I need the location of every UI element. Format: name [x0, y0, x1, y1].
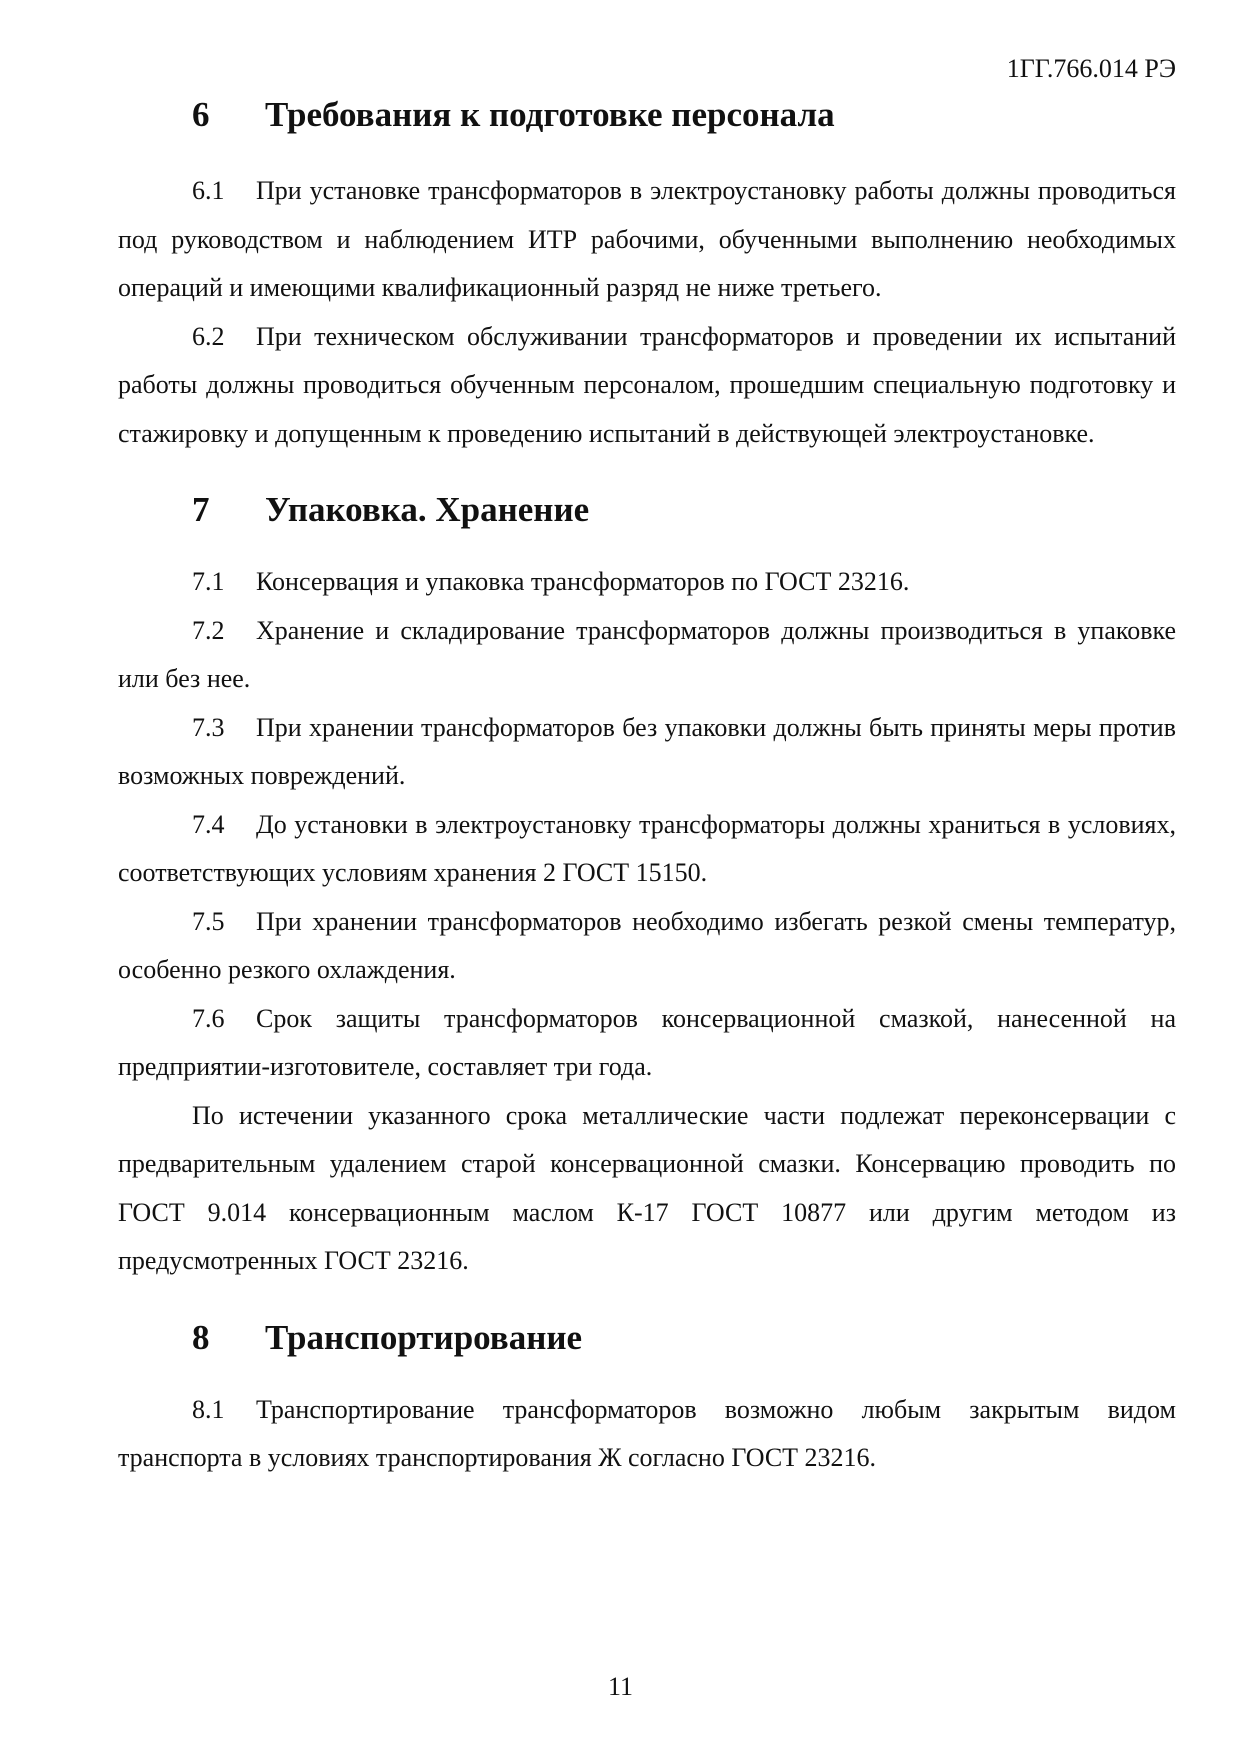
section-heading-7 — [118, 480, 1176, 540]
section-heading-8 — [118, 1308, 1176, 1368]
paragraph-number: 6.1 — [192, 176, 225, 205]
paragraph-7-4 — [118, 801, 1176, 898]
paragraph-text: При установке трансформаторов в электроустановку работы должны проводиться под руководством и наблюдением ИТР рабочими, обученными выполнению необходимых операций и имеющими квалификационный разряд не ниже третьего. — [118, 176, 1176, 302]
paragraph-text: Хранение и складирование трансформаторов должны производиться в упаковке или без нее. — [118, 615, 1176, 693]
paragraph-text: По истечении указанного срока металлические части подлежат переконсервации с предварительным удалением старой консервационной смазки. Консервацию проводить по ГОСТ 9.014 консервационным маслом К-17 ГОСТ 10877 или другим методом из предусмотренных ГОСТ 23216. — [118, 1100, 1176, 1275]
paragraph-number: 7.3 — [192, 712, 225, 742]
paragraph-number: 7.5 — [192, 906, 225, 936]
paragraph-7-6-continuation — [118, 1092, 1176, 1286]
section-number: 8 — [192, 1317, 210, 1357]
paragraph-text: При техническом обслуживании трансформаторов и проведении их испытаний работы должны проводиться обученным персоналом, прошедшим специальную подготовку и стажировку и допущенным к проведению испытаний в действующей электроустановке. — [118, 321, 1176, 448]
paragraph-number: 7.6 — [192, 1003, 225, 1033]
paragraph-7-2 — [118, 607, 1176, 704]
section-number: 6 — [192, 95, 210, 134]
paragraph-6-1 — [118, 167, 1176, 313]
paragraph-7-6 — [118, 995, 1176, 1092]
paragraph-number: 8.1 — [192, 1394, 225, 1424]
document-code: 1ГГ.766.014 РЭ — [1006, 54, 1176, 83]
paragraph-text: Консервация и упаковка трансформаторов по ГОСТ 23216. — [256, 567, 910, 596]
paragraph-text: Транспортирование трансформаторов возможно любым закрытым видом транспорта в условиях транспортирования Ж согласно ГОСТ 23216. — [118, 1394, 1176, 1472]
paragraph-7-5 — [118, 898, 1176, 995]
paragraph-text: Срок защиты трансформаторов консервационной смазкой, нанесенной на предприятии-изготовителе, составляет три года. — [118, 1003, 1176, 1081]
paragraph-7-3 — [118, 704, 1176, 801]
paragraph-text: До установки в электроустановку трансформаторы должны храниться в условиях, соответствующих условиям хранения 2 ГОСТ 15150. — [118, 809, 1176, 887]
section-heading-6 — [118, 85, 1176, 145]
paragraph-8-1 — [118, 1386, 1176, 1483]
paragraph-text: При хранении трансформаторов без упаковки должны быть приняты меры против возможных повреждений. — [118, 712, 1176, 790]
paragraph-number: 7.4 — [192, 809, 225, 839]
section-title: Упаковка. Хранение — [265, 490, 590, 529]
paragraph-number: 6.2 — [192, 321, 225, 351]
page-body — [118, 85, 1176, 1483]
paragraph-number: 7.2 — [192, 615, 225, 645]
paragraph-7-1 — [118, 558, 1176, 607]
section-title: Требования к подготовке персонала — [265, 95, 835, 134]
page-number: 11 — [607, 1672, 634, 1701]
section-number: 7 — [192, 490, 210, 529]
paragraph-6-2 — [118, 313, 1176, 459]
section-title: Транспортирование — [265, 1317, 583, 1357]
paragraph-number: 7.1 — [192, 567, 225, 596]
paragraph-text: При хранении трансформаторов необходимо избегать резкой смены температур, особенно резкого охлаждения. — [118, 906, 1176, 984]
